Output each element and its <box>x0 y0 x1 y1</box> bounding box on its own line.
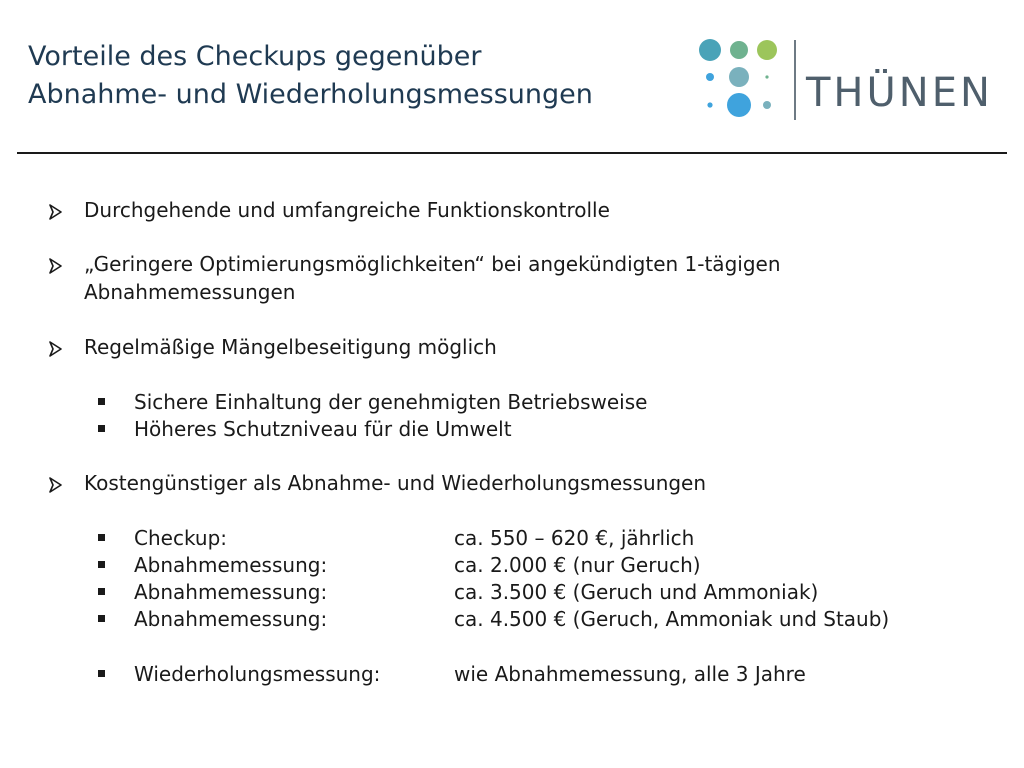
square-bullet-icon <box>98 425 105 432</box>
slide-title-line-2: Abnahme- und Wiederholungsmessungen <box>28 79 593 110</box>
cost-value: ca. 2.000 € (nur Geruch) <box>454 553 701 577</box>
slide-title-line-1: Vorteile des Checkups gegenüber <box>28 41 482 72</box>
cost-label: Abnahmemessung: <box>134 553 328 577</box>
cost-label: Abnahmemessung: <box>134 580 328 604</box>
cost-value: wie Abnahmemessung, alle 3 Jahre <box>454 662 806 686</box>
sub-bullet-item: Sichere Einhaltung der genehmigten Betriebsweise <box>134 390 648 414</box>
bullet-item: Durchgehende und umfangreiche Funktionskontrolle <box>84 198 610 222</box>
arrow-bullet-icon <box>47 477 63 493</box>
bullet-item-continuation: Abnahmemessungen <box>84 280 296 304</box>
square-bullet-icon <box>98 588 105 595</box>
arrow-bullet-icon <box>47 204 63 220</box>
cost-label: Checkup: <box>134 526 228 550</box>
cost-label: Wiederholungsmessung: <box>134 662 381 686</box>
cost-value: ca. 4.500 € (Geruch, Ammoniak und Staub) <box>454 607 890 631</box>
cost-value: ca. 3.500 € (Geruch und Ammoniak) <box>454 580 819 604</box>
square-bullet-icon <box>98 670 105 677</box>
logo-wordmark: THÜNEN <box>806 70 993 116</box>
sub-bullet-item: Höheres Schutzniveau für die Umwelt <box>134 417 512 441</box>
arrow-bullet-icon <box>47 258 63 274</box>
square-bullet-icon <box>98 561 105 568</box>
square-bullet-icon <box>98 398 105 405</box>
cost-label: Abnahmemessung: <box>134 607 328 631</box>
arrow-bullet-icon <box>47 341 63 357</box>
square-bullet-icon <box>98 615 105 622</box>
square-bullet-icon <box>98 534 105 541</box>
bullet-item: Kostengünstiger als Abnahme- und Wiederholungsmessungen <box>84 471 707 495</box>
cost-value: ca. 550 – 620 €, jährlich <box>454 526 695 550</box>
bullet-item: Regelmäßige Mängelbeseitigung möglich <box>84 335 497 359</box>
bullet-item: „Geringere Optimierungsmöglichkeiten“ bei angekündigten 1-tägigen <box>84 252 781 276</box>
